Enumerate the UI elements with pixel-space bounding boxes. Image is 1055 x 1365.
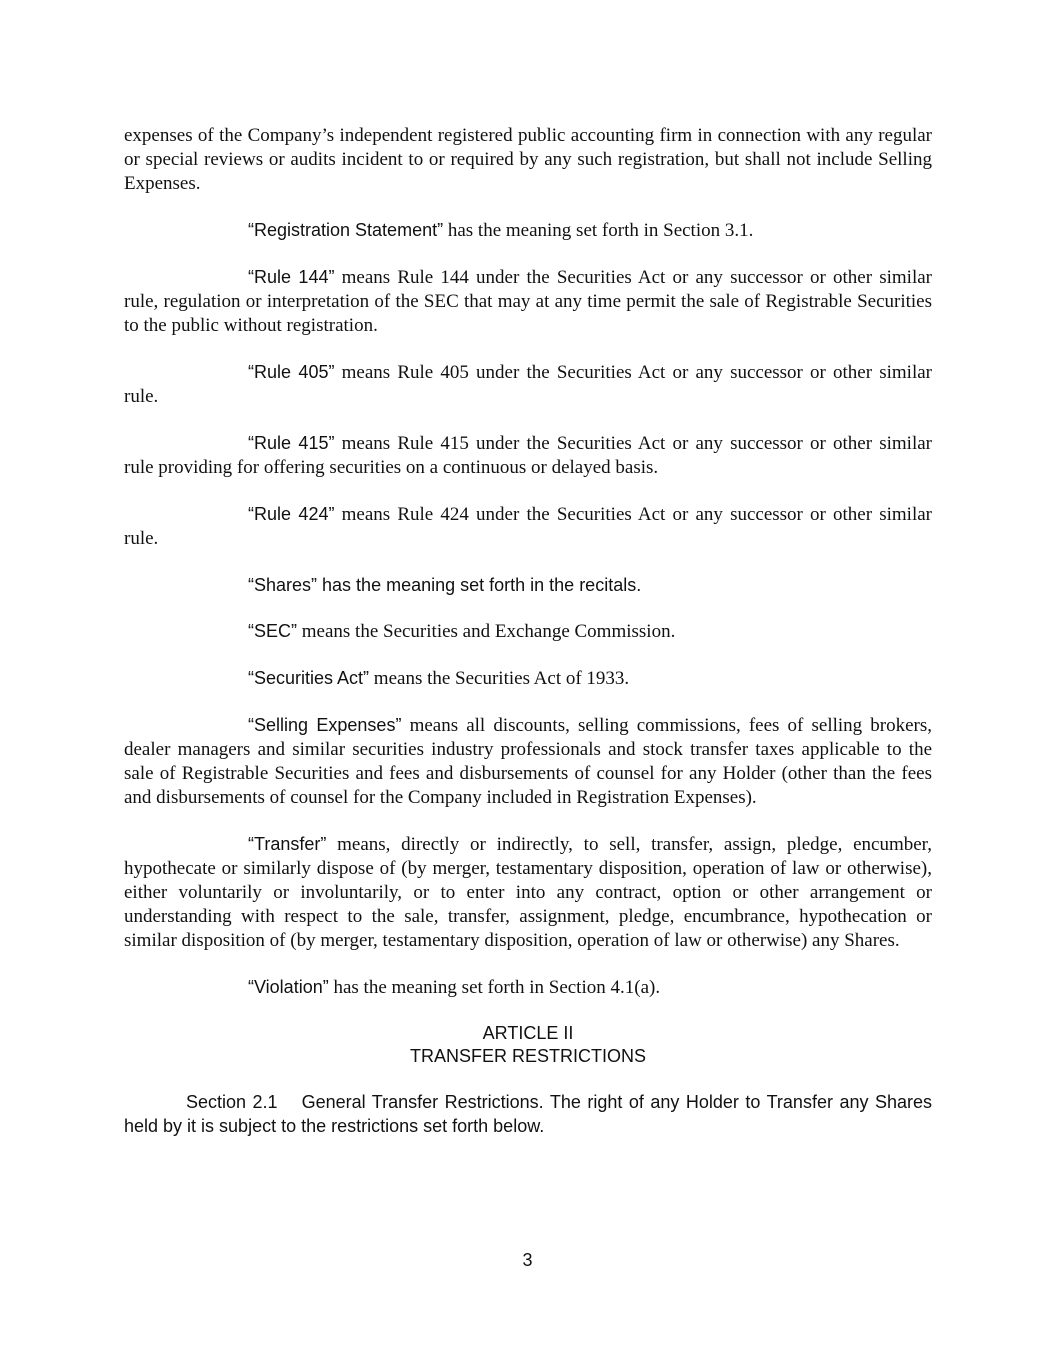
article-heading [124, 1022, 932, 1068]
definition-term: “Securities Act” [248, 668, 370, 688]
definition-body: means Rule 424 under the Securities Act or any successor or other similar rule. [124, 504, 932, 549]
definition-rule-424 [124, 502, 932, 551]
definition-body: means Rule 415 under the Securities Act or any successor or other similar rule providing for offering securities on a continuous or delayed basis. [124, 433, 932, 478]
definition-body: means Rule 405 under the Securities Act or any successor or other similar rule. [124, 362, 932, 407]
definition-term: “Rule 405” [248, 362, 335, 382]
article-number: ARTICLE II [482, 1023, 574, 1043]
section-heading: General Transfer Restrictions. [301, 1092, 544, 1112]
definition-term: “Rule 144” [248, 267, 335, 287]
definition-term: “Transfer” [248, 834, 327, 854]
intro-paragraph [124, 124, 932, 196]
section-number: Section 2.1 [186, 1092, 278, 1112]
article-title: TRANSFER RESTRICTIONS [409, 1046, 646, 1066]
definition-term: “Selling Expenses” [248, 715, 402, 735]
definition-term: “Violation” [248, 977, 329, 997]
definition-term: “SEC” [248, 621, 297, 641]
definition-registration-statement [124, 218, 932, 243]
definition-rule-405 [124, 360, 932, 409]
definition-body: means the Securities Act of 1933. [369, 668, 630, 689]
definition-body: means, directly or indirectly, to sell, transfer, assign, pledge, encumber, hypothecate or similarly dispose of (by merger, testamentary disposition, operation of law or otherwise), either voluntarily or involuntarily, or to enter into any contract, option or other arrangement or understanding with respect to the sale, transfer, assignment, pledge, encumbrance, hypothecation or similar disposition of (by merger, testamentary disposition, operation of law or otherwise) any Shares. [124, 834, 932, 951]
definition-term: “Shares” [248, 575, 318, 595]
definition-body: means the Securities and Exchange Commission. [297, 621, 676, 642]
definition-body: has the meaning set forth in the recitals. [317, 575, 642, 595]
definition-rule-144 [124, 265, 932, 338]
definition-term: “Rule 424” [248, 504, 335, 524]
definition-shares [124, 573, 932, 597]
definition-selling-expenses [124, 713, 932, 810]
definition-term: “Registration Statement” [248, 220, 444, 240]
definition-sec [124, 619, 932, 644]
page-content [124, 124, 932, 1160]
definition-body: means all discounts, selling commissions, fees of selling brokers, dealer managers and similar securities industry professionals and stock transfer taxes applicable to the sale of Registrable Securities and fees and disbursements of counsel for any Holder (other than the fees and disbursements of counsel for the Company included in Registration Expenses). [124, 715, 933, 808]
definition-rule-415 [124, 431, 932, 480]
definition-term: “Rule 415” [248, 433, 335, 453]
definition-transfer [124, 832, 932, 953]
definition-body: has the meaning set forth in Section 3.1. [443, 220, 754, 241]
section-text: The right of any Holder to Transfer any Shares held by it is subject to the restrictions set forth below. [124, 1092, 932, 1136]
page-number: 3 [522, 1250, 533, 1270]
definition-violation [124, 975, 932, 1000]
section-2-1 [124, 1090, 932, 1138]
definition-body: means Rule 144 under the Securities Act or any successor or other similar rule, regulation or interpretation of the SEC that may at any time permit the sale of Registrable Securities to the public without registration. [124, 267, 932, 336]
definition-securities-act [124, 666, 932, 691]
definition-body: has the meaning set forth in Section 4.1(a). [328, 977, 661, 998]
intro-text: expenses of the Company’s independent registered public accounting firm in connection with any regular or special reviews or audits incident to or required by any such registration, but shall not include Selling Expenses. [124, 125, 932, 194]
